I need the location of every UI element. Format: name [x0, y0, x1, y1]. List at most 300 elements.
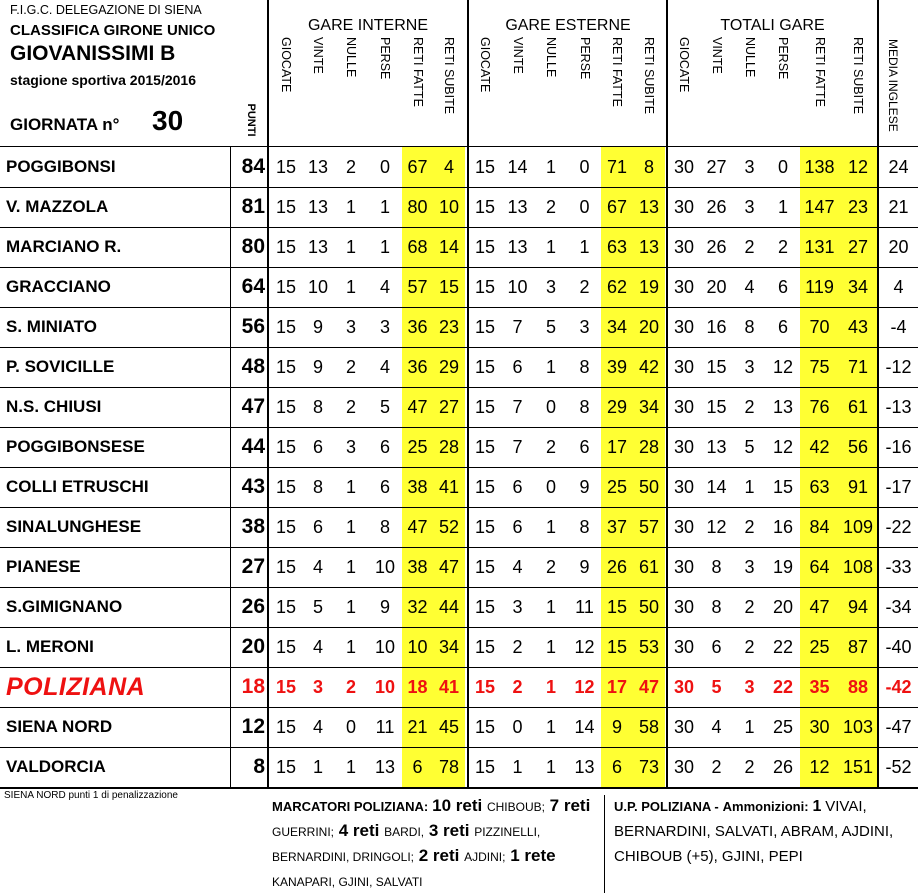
cards-block — [614, 794, 914, 869]
cell-t-ga: 109 — [842, 517, 874, 537]
scorer-names: BARDI, — [384, 825, 425, 839]
cell-h-played: 15 — [275, 357, 297, 377]
scorer-names: GUERRINI; — [272, 825, 335, 839]
team-name: PIANESE — [6, 557, 81, 576]
cell-a-played: 15 — [474, 717, 496, 737]
cell-t-drawn: 3 — [744, 557, 755, 577]
cell-a-played: 15 — [474, 397, 496, 417]
col-header-h-played: GIOCATE — [279, 37, 293, 93]
cell-a-played: 15 — [474, 757, 496, 777]
cell-a-played: 15 — [474, 197, 496, 217]
cell-h-ga: 41 — [438, 677, 460, 697]
cell-media-inglese: -40 — [885, 637, 912, 657]
team-name: VALDORCIA — [6, 757, 106, 776]
cell-t-drawn: 8 — [744, 317, 755, 337]
cell-media-inglese: -4 — [890, 317, 907, 337]
team-points: 48 — [241, 355, 265, 378]
team-name: COLLI ETRUSCHI — [6, 477, 149, 496]
cell-h-drawn: 1 — [345, 637, 356, 657]
cell-h-played: 15 — [275, 477, 297, 497]
cell-h-gf: 38 — [407, 477, 428, 497]
cell-h-won: 6 — [312, 437, 323, 457]
cell-h-gf: 36 — [407, 357, 428, 377]
cell-t-won: 27 — [706, 157, 727, 177]
cell-h-drawn: 2 — [345, 677, 356, 697]
cell-a-ga: 61 — [638, 557, 660, 577]
cell-h-drawn: 1 — [345, 197, 356, 217]
cell-media-inglese: -13 — [885, 397, 912, 417]
cell-t-lost: 0 — [777, 157, 788, 177]
cell-a-drawn: 1 — [545, 637, 556, 657]
scorer-count: 7 reti — [544, 796, 591, 815]
cell-t-won: 15 — [706, 357, 727, 377]
category-name: GIOVANISSIMI B — [10, 42, 176, 65]
col-header-a-drawn: NULLE — [544, 37, 558, 78]
scorers-title: MARCATORI POLIZIANA: — [272, 799, 429, 814]
cell-a-lost: 0 — [579, 197, 590, 217]
team-points: 20 — [241, 635, 265, 658]
cell-a-gf: 39 — [606, 357, 628, 377]
cell-a-lost: 11 — [575, 597, 594, 617]
cell-t-gf: 42 — [809, 437, 830, 457]
cell-t-lost: 6 — [777, 317, 788, 337]
cell-t-won: 20 — [706, 277, 727, 297]
cell-a-lost: 8 — [579, 517, 590, 537]
cell-h-won: 9 — [312, 317, 323, 337]
scorer-names: KANAPARI, GJINI, SALVATI — [272, 875, 423, 889]
cell-a-lost: 6 — [579, 437, 590, 457]
cell-h-played: 15 — [275, 157, 297, 177]
cell-t-drawn: 1 — [744, 717, 755, 737]
cell-a-won: 7 — [512, 437, 523, 457]
cell-h-lost: 0 — [379, 157, 390, 177]
cell-t-won: 12 — [706, 517, 727, 537]
team-name: S.GIMIGNANO — [6, 597, 123, 616]
cell-a-lost: 3 — [579, 317, 590, 337]
cell-h-won: 1 — [312, 757, 323, 777]
league-name: CLASSIFICA GIRONE UNICO — [10, 22, 216, 39]
cell-a-lost: 9 — [579, 477, 590, 497]
cell-a-gf: 25 — [606, 477, 628, 497]
team-name: P. SOVICILLE — [6, 357, 115, 376]
cell-t-gf: 70 — [809, 317, 830, 337]
cell-t-ga: 91 — [847, 477, 869, 497]
cell-t-lost: 13 — [772, 397, 794, 417]
cell-h-ga: 78 — [438, 757, 460, 777]
cell-h-drawn: 1 — [345, 277, 356, 297]
cell-h-ga: 28 — [438, 437, 460, 457]
cell-a-won: 2 — [512, 637, 523, 657]
team-points: 47 — [241, 395, 265, 418]
cell-a-played: 15 — [474, 357, 496, 377]
cell-t-drawn: 2 — [744, 637, 755, 657]
cell-t-played: 30 — [673, 437, 695, 457]
cell-h-ga: 47 — [438, 557, 460, 577]
col-header-a-gf: RETI FATTE — [610, 37, 624, 107]
cell-t-lost: 2 — [777, 237, 788, 257]
cell-a-ga: 13 — [638, 237, 660, 257]
cell-h-ga: 34 — [438, 637, 460, 657]
cell-a-ga: 73 — [638, 757, 660, 777]
team-points: 27 — [241, 555, 265, 578]
cell-h-ga: 52 — [438, 517, 460, 537]
cell-t-ga: 103 — [842, 717, 874, 737]
team-name: L. MERONI — [6, 637, 94, 656]
cell-t-played: 30 — [673, 197, 695, 217]
cell-a-played: 15 — [474, 557, 496, 577]
cell-a-played: 15 — [474, 437, 496, 457]
col-header-a-ga: RETI SUBITE — [642, 37, 656, 115]
cell-h-gf: 6 — [412, 757, 423, 777]
team-name: POGGIBONSI — [6, 157, 116, 176]
cell-t-ga: 71 — [847, 357, 869, 377]
cell-a-drawn: 2 — [545, 197, 556, 217]
cell-t-lost: 20 — [772, 597, 794, 617]
team-name: N.S. CHIUSI — [6, 397, 102, 416]
team-points: 12 — [241, 715, 265, 738]
round-label: GIORNATA n° — [10, 115, 120, 134]
cell-a-drawn: 1 — [545, 757, 556, 777]
cell-h-lost: 10 — [374, 557, 396, 577]
cell-media-inglese: -34 — [885, 597, 912, 617]
cell-t-won: 26 — [706, 237, 727, 257]
team-points: 43 — [241, 475, 265, 498]
scorer-names: CHIBOUB; — [486, 800, 545, 814]
cell-t-gf: 138 — [804, 157, 835, 177]
cell-h-won: 4 — [312, 637, 323, 657]
cell-h-drawn: 1 — [345, 237, 356, 257]
cell-a-won: 4 — [512, 557, 523, 577]
cell-h-won: 13 — [307, 197, 329, 217]
away-group-header: GARE ESTERNE — [505, 17, 631, 34]
cell-t-gf: 25 — [809, 637, 830, 657]
scorer-count: 1 rete — [505, 846, 556, 865]
cell-t-won: 6 — [711, 637, 722, 657]
cell-t-gf: 131 — [804, 237, 835, 257]
cell-t-lost: 1 — [777, 197, 788, 217]
cell-a-ga: 34 — [638, 397, 660, 417]
cell-media-inglese: 21 — [888, 197, 909, 217]
cell-h-won: 13 — [307, 157, 329, 177]
cell-a-won: 6 — [512, 477, 523, 497]
penalty-note: SIENA NORD punti 1 di penalizzazione — [4, 790, 178, 801]
team-name: POLIZIANA — [6, 673, 146, 701]
cell-t-played: 30 — [673, 397, 695, 417]
cell-a-played: 15 — [474, 277, 496, 297]
cell-t-drawn: 3 — [744, 157, 755, 177]
team-points: 18 — [241, 675, 265, 698]
cell-h-gf: 67 — [407, 157, 428, 177]
cell-h-drawn: 0 — [345, 717, 356, 737]
team-points: 80 — [241, 235, 265, 258]
cell-a-drawn: 1 — [545, 157, 556, 177]
cell-a-ga: 8 — [643, 157, 654, 177]
cell-h-ga: 15 — [438, 277, 460, 297]
cell-h-won: 4 — [312, 717, 323, 737]
cell-a-won: 7 — [512, 397, 523, 417]
cell-a-lost: 2 — [579, 277, 590, 297]
cell-t-gf: 76 — [809, 397, 830, 417]
cell-t-drawn: 3 — [744, 677, 755, 697]
cell-a-played: 15 — [474, 317, 496, 337]
cell-t-drawn: 2 — [744, 597, 755, 617]
cell-a-lost: 1 — [579, 237, 590, 257]
cell-h-lost: 10 — [374, 637, 396, 657]
cell-a-won: 6 — [512, 517, 523, 537]
cell-t-ga: 34 — [847, 277, 869, 297]
scorer-names: PIZZINELLI, BERNARDINI, DRINGOLI; — [272, 825, 541, 864]
cards-label: Ammonizioni: — [722, 799, 809, 814]
cell-a-gf: 17 — [606, 437, 628, 457]
cell-h-lost: 8 — [379, 517, 390, 537]
cell-media-inglese: -42 — [885, 677, 912, 697]
cell-h-won: 4 — [312, 557, 323, 577]
divider-team — [230, 146, 231, 789]
cell-a-ga: 20 — [638, 317, 660, 337]
cell-h-drawn: 1 — [345, 597, 356, 617]
home-group-header: GARE INTERNE — [307, 17, 428, 34]
cell-t-lost: 12 — [772, 357, 794, 377]
cell-h-played: 15 — [275, 757, 297, 777]
scorer-count: 2 reti — [414, 846, 465, 865]
cell-t-drawn: 2 — [744, 517, 755, 537]
media-inglese-header: MEDIA INGLESE — [886, 39, 900, 132]
cell-h-gf: 47 — [407, 397, 428, 417]
team-name: SIENA NORD — [6, 717, 113, 736]
cell-t-played: 30 — [673, 677, 695, 697]
cell-h-drawn: 1 — [345, 517, 356, 537]
cell-a-gf: 29 — [606, 397, 628, 417]
team-points: 84 — [241, 155, 265, 178]
cell-h-drawn: 1 — [345, 477, 356, 497]
cell-a-drawn: 1 — [545, 517, 556, 537]
cell-a-played: 15 — [474, 637, 496, 657]
cell-a-drawn: 1 — [545, 237, 556, 257]
col-header-h-lost: PERSE — [378, 37, 392, 80]
col-header-a-lost: PERSE — [577, 37, 592, 80]
col-header-a-won: VINTE — [510, 37, 525, 74]
cell-h-lost: 4 — [379, 357, 390, 377]
cell-h-gf: 57 — [407, 277, 428, 297]
cell-a-played: 15 — [474, 237, 496, 257]
cell-a-gf: 34 — [606, 317, 628, 337]
cell-t-ga: 56 — [847, 437, 869, 457]
cell-h-played: 15 — [275, 397, 297, 417]
cell-h-drawn: 2 — [345, 157, 356, 177]
cell-h-drawn: 2 — [345, 357, 356, 377]
cell-h-played: 15 — [275, 517, 297, 537]
total-group-header: TOTALI GARE — [720, 17, 825, 34]
cell-a-gf: 62 — [606, 277, 628, 297]
cell-t-gf: 64 — [809, 557, 830, 577]
cell-a-won: 13 — [507, 197, 528, 217]
cell-a-won: 2 — [512, 677, 523, 697]
cell-a-won: 10 — [507, 277, 528, 297]
cell-t-gf: 47 — [809, 597, 830, 617]
cell-t-ga: 94 — [847, 597, 869, 617]
col-header-t-gf: RETI FATTE — [812, 37, 827, 107]
cell-t-ga: 108 — [842, 557, 874, 577]
cell-h-ga: 27 — [438, 397, 460, 417]
cell-a-gf: 17 — [606, 677, 628, 697]
cell-a-ga: 57 — [638, 517, 660, 537]
cell-h-gf: 47 — [407, 517, 428, 537]
cell-a-ga: 50 — [638, 477, 660, 497]
round-number: 30 — [152, 105, 184, 136]
cell-h-drawn: 1 — [345, 557, 356, 577]
cell-h-lost: 10 — [374, 677, 396, 697]
cell-t-played: 30 — [673, 557, 695, 577]
cell-h-played: 15 — [275, 237, 297, 257]
cell-a-won: 6 — [512, 357, 523, 377]
cell-t-lost: 16 — [772, 517, 794, 537]
cell-h-won: 3 — [312, 677, 323, 697]
cell-a-played: 15 — [474, 677, 496, 697]
cell-a-gf: 15 — [606, 597, 628, 617]
cell-a-won: 14 — [507, 157, 528, 177]
cell-t-drawn: 2 — [744, 757, 755, 777]
cell-a-lost: 8 — [579, 397, 590, 417]
scorer-names: AJDINI; — [464, 850, 506, 864]
cell-t-lost: 15 — [772, 477, 794, 497]
cell-h-gf: 36 — [407, 317, 428, 337]
cell-h-won: 8 — [312, 397, 323, 417]
cell-h-won: 10 — [307, 277, 329, 297]
cell-t-ga: 88 — [847, 677, 869, 697]
cell-t-played: 30 — [673, 717, 695, 737]
cell-h-ga: 45 — [438, 717, 460, 737]
cell-a-lost: 9 — [579, 557, 590, 577]
cell-a-played: 15 — [474, 517, 496, 537]
cell-h-drawn: 3 — [345, 317, 356, 337]
cell-t-played: 30 — [673, 757, 695, 777]
cell-h-played: 15 — [275, 677, 297, 697]
col-header-t-ga: RETI SUBITE — [851, 37, 865, 115]
cell-a-won: 3 — [512, 597, 523, 617]
cell-a-ga: 28 — [638, 437, 660, 457]
cell-h-gf: 21 — [407, 717, 428, 737]
cell-a-ga: 47 — [638, 677, 660, 697]
cell-h-ga: 14 — [438, 237, 460, 257]
cell-h-won: 13 — [307, 237, 329, 257]
cell-t-lost: 6 — [777, 277, 788, 297]
cell-h-gf: 10 — [407, 637, 428, 657]
cell-h-drawn: 1 — [345, 757, 356, 777]
cell-h-ga: 44 — [438, 597, 460, 617]
cell-t-won: 14 — [706, 477, 727, 497]
cell-t-gf: 75 — [809, 357, 830, 377]
table-bottom-rule — [0, 787, 918, 789]
cell-h-won: 8 — [312, 477, 323, 497]
col-header-h-drawn: NULLE — [344, 37, 358, 78]
cell-a-won: 1 — [512, 757, 523, 777]
col-header-t-won: VINTE — [709, 37, 724, 74]
cards-count: 1 — [812, 798, 822, 815]
cell-h-lost: 6 — [379, 437, 390, 457]
cell-t-ga: 61 — [847, 397, 869, 417]
cell-h-played: 15 — [275, 317, 297, 337]
cell-a-drawn: 1 — [545, 677, 556, 697]
cell-a-drawn: 0 — [545, 477, 556, 497]
cell-a-drawn: 5 — [545, 317, 556, 337]
federation-name: F.I.G.C. DELEGAZIONE DI SIENA — [10, 3, 202, 17]
scorer-count: 3 reti — [424, 821, 475, 840]
col-header-h-ga: RETI SUBITE — [442, 37, 456, 115]
team-name: S. MINIATO — [6, 317, 97, 336]
col-header-h-won: VINTE — [311, 37, 325, 74]
cell-a-gf: 15 — [606, 637, 628, 657]
cell-a-won: 7 — [512, 317, 523, 337]
cell-a-gf: 26 — [606, 557, 628, 577]
team-points: 44 — [241, 435, 265, 458]
cell-h-ga: 41 — [438, 477, 460, 497]
cell-h-played: 15 — [275, 197, 297, 217]
cell-a-drawn: 1 — [545, 597, 556, 617]
cell-h-lost: 4 — [379, 277, 390, 297]
divider-points — [267, 0, 269, 789]
cell-t-played: 30 — [673, 277, 695, 297]
cell-media-inglese: 4 — [893, 277, 904, 297]
cell-h-gf: 80 — [407, 197, 428, 217]
cell-h-lost: 13 — [374, 757, 396, 777]
divider-footer — [604, 795, 605, 893]
cell-t-played: 30 — [673, 357, 695, 377]
cell-media-inglese: -16 — [885, 437, 912, 457]
cell-h-gf: 38 — [407, 557, 428, 577]
divider-home — [467, 0, 469, 789]
cards-title: U.P. POLIZIANA - — [614, 799, 719, 814]
team-name: GRACCIANO — [6, 277, 111, 296]
cell-media-inglese: -12 — [885, 357, 912, 377]
cell-h-lost: 3 — [379, 317, 390, 337]
cell-t-played: 30 — [673, 317, 695, 337]
cell-h-lost: 1 — [379, 197, 390, 217]
cell-t-ga: 43 — [847, 317, 869, 337]
cell-t-played: 30 — [673, 517, 695, 537]
cell-t-ga: 151 — [842, 757, 874, 777]
cell-h-lost: 11 — [375, 717, 395, 737]
cell-t-drawn: 4 — [744, 277, 755, 297]
cell-t-played: 30 — [673, 597, 695, 617]
cell-h-gf: 32 — [407, 597, 428, 617]
cell-h-lost: 9 — [379, 597, 390, 617]
cell-a-drawn: 1 — [545, 717, 556, 737]
cell-a-lost: 8 — [579, 357, 590, 377]
cell-t-lost: 22 — [772, 677, 794, 697]
scorer-count: 10 reti — [432, 796, 487, 815]
scorers-block — [272, 794, 597, 894]
cell-h-played: 15 — [275, 437, 297, 457]
cell-a-lost: 14 — [574, 717, 595, 737]
col-header-t-lost: PERSE — [776, 37, 790, 80]
cell-t-lost: 26 — [772, 757, 794, 777]
cell-h-won: 5 — [312, 597, 323, 617]
cell-t-drawn: 2 — [744, 397, 755, 417]
cell-t-played: 30 — [673, 237, 695, 257]
team-name: MARCIANO R. — [6, 237, 122, 256]
cell-h-gf: 18 — [407, 677, 428, 697]
cell-t-ga: 12 — [847, 157, 869, 177]
cell-a-lost: 12 — [574, 637, 595, 657]
cell-media-inglese: -22 — [885, 517, 912, 537]
cell-t-won: 2 — [711, 757, 722, 777]
punti-header: PUNTI — [245, 103, 257, 137]
cell-t-won: 5 — [711, 677, 722, 697]
team-points: 56 — [241, 315, 265, 338]
cell-t-ga: 87 — [847, 637, 869, 657]
cell-t-played: 30 — [673, 637, 695, 657]
cell-h-ga: 23 — [438, 317, 460, 337]
